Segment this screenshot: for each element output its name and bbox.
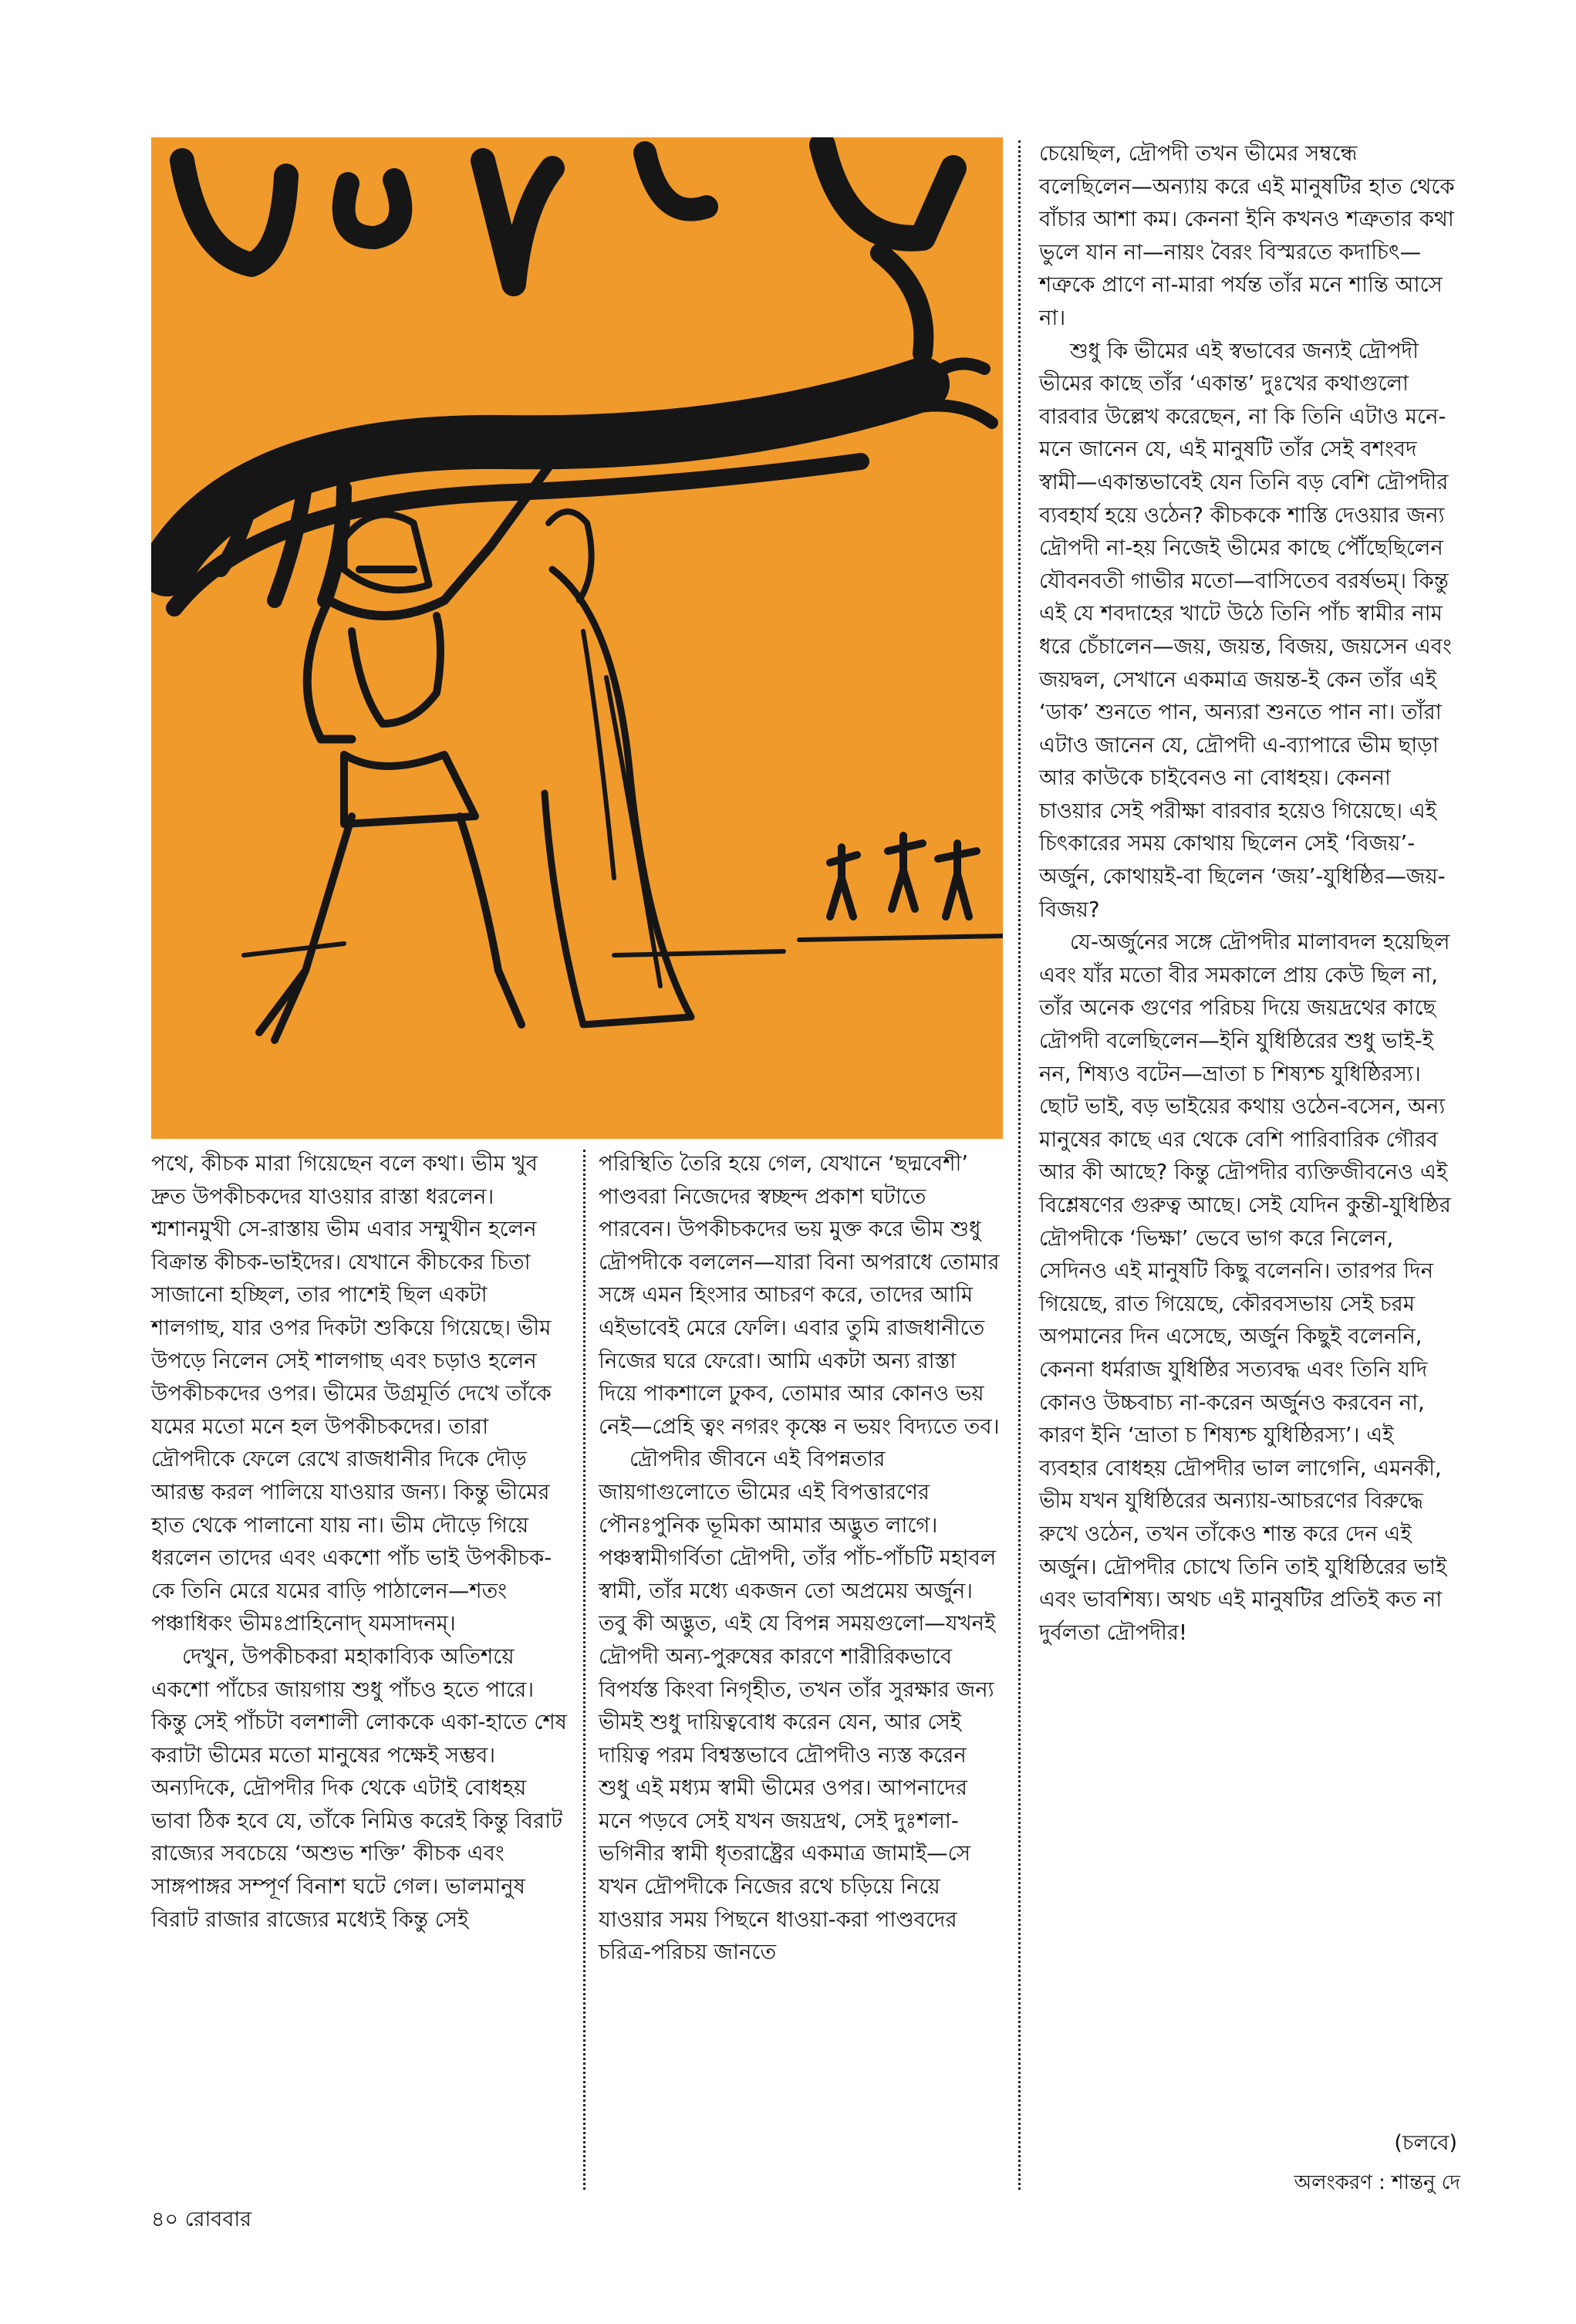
page-folio: ৪০ রোববার — [151, 2207, 252, 2231]
illustration-drawing — [151, 137, 1003, 1139]
column-right — [1039, 137, 1456, 1649]
continued-label: (চলবে) — [1394, 2131, 1457, 2155]
column-middle-paragraph: পরিস্থিতি তৈরি হয়ে গেল, যেখানে ‘ছদ্মবেশী’ পাণ্ডবরা নিজেদের স্বচ্ছন্দ প্রকাশ ঘটাতে পারবেন। উপকীচকদের ভয় মুক্ত করে ভীম শুধু দ্রৌপদীকে বললেন—যারা বিনা অপরাধে তোমার সঙ্গে এমন হিংসার আচরণ করে, তাদের আমি এইভাবেই মেরে ফেলি। এবার তুমি রাজধানীতে নিজের ঘরে ফেরো। আমি একটা অন্য রাস্তা দিয়ে পাকশালে ঢুকব, তোমার আর কোনও ভয় নেই—প্রেহি ত্বং নগরং কৃষ্ণে ন ভয়ং বিদ্যতে তব। — [599, 1151, 1000, 1439]
illustration-credit: অলংকরণ : শান্তনু দে — [1294, 2171, 1460, 2194]
column-left — [151, 1147, 568, 1936]
column-divider — [583, 1150, 586, 2190]
column-middle-paragraph: দ্রৌপদীর জীবনে এই বিপন্নতার জায়গাগুলোতে ভীমের এই বিপত্তারণের পৌনঃপুনিক ভূমিকা আমার অদ্ভুত লাগে। পঞ্চস্বামীগর্বিতা দ্রৌপদী, তাঁর পাঁচ-পাঁচটি মহাবল স্বামী, তাঁর মধ্যে একজন তো অপ্রমেয় অর্জুন। তবু কী অদ্ভুত, এই যে বিপন্ন সময়গুলো—যখনই দ্রৌপদী অন্য-পুরুষের কারণে শারীরিকভাবে বিপর্যস্ত কিংবা নিগৃহীত, তখন তাঁর সুরক্ষার জন্য ভীমই শুধু দায়িত্ববোধ করেন যেন, আর সেই দায়িত্ব পরম বিশ্বস্তভাবে দ্রৌপদীও ন্যস্ত করেন শুধু এই মধ্যম স্বামী ভীমের ওপর। আপনাদের মনে পড়বে সেই যখন জয়দ্রথ, সেই দুঃশলা-ভগিনীর স্বামী ধৃতরাষ্ট্রের একমাত্র জামাই—সে যখন দ্রৌপদীকে নিজের রথে চড়িয়ে নিয়ে যাওয়ার সময় পিছনে ধাওয়া-করা পাণ্ডবদের চরিত্র-পরিচয় জানতে — [599, 1447, 997, 1965]
column-left-paragraph: পথে, কীচক মারা গিয়েছেন বলে কথা। ভীম খুব দ্রুত উপকীচকদের যাওয়ার রাস্তা ধরলেন। শ্মশানমুখী সে-রাস্তায় ভীম এবার সম্মুখীন হলেন বিক্রান্ত কীচক-ভাইদের। যেখানে কীচকের চিতা সাজানো হচ্ছিল, তার পাশেই ছিল একটা শালগাছ, যার ওপর দিকটা শুকিয়ে গিয়েছে। ভীম উপড়ে নিলেন সেই শালগাছ এবং চড়াও হলেন উপকীচকদের ওপর। ভীমের উগ্রমূর্তি দেখে তাঁকে যমের মতো মনে হল উপকীচকদের। তারা দ্রৌপদীকে ফেলে রেখে রাজধানীর দিকে দৌড় আরম্ভ করল পালিয়ে যাওয়ার জন্য। কিন্তু ভীমের হাত থেকে পালানো যায় না। ভীম দৌড়ে গিয়ে ধরলেন তাদের এবং একশো পাঁচ ভাই উপকীচক-কে তিনি মেরে যমের বাড়ি পাঠালেন—শতং পঞ্চাধিকং ভীমঃপ্রাহিনোদ্ যমসাদনম্। — [151, 1151, 552, 1637]
column-right-paragraph: শুধু কি ভীমের এই স্বভাবের জন্যই দ্রৌপদী ভীমের কাছে তাঁর ‘একান্ত’ দুঃখের কথাগুলো বারবার উল্লেখ করেছেন, না কি তিনি এটাও মনে-মনে জানেন যে, এই মানুষটি তাঁর সেই বশংবদ স্বামী—একান্তভাবেই যেন তিনি বড় বেশি দ্রৌপদীর ব্যবহার্য হয়ে ওঠেন? কীচককে শাস্তি দেওয়ার জন্য দ্রৌপদী না-হয় নিজেই ভীমের কাছে পৌঁছেছিলেন যৌবনবতী গাভীর মতো—বাসিতেব বরর্ষভম্। কিন্তু এই যে শবদাহের খাটে উঠে তিনি পাঁচ স্বামীর নাম ধরে চেঁচালেন—জয়, জয়ন্ত, বিজয়, জয়সেন এবং জয়দ্বল, সেখানে একমাত্র জয়ন্ত-ই কেন তাঁর এই ‘ডাক’ শুনতে পান, অন্যরা শুনতে পান না। তাঁরা এটাও জানেন যে, দ্রৌপদী এ-ব্যাপারে ভীম ছাড়া আর কাউকে চাইবেনও না বোধহয়। কেননা চাওয়ার সেই পরীক্ষা বারবার হয়েও গিয়েছে। এই চিৎকারের সময় কোথায় ছিলেন সেই ‘বিজয়’-অর্জুন, কোথায়ই-বা ছিলেন ‘জয়’-যুধিষ্ঠির—জয়-বিজয়? — [1039, 338, 1452, 922]
column-right-paragraph: চেয়েছিল, দ্রৌপদী তখন ভীমের সম্বন্ধে বলেছিলেন—অন্যায় করে এই মানুষটির হাত থেকে বাঁচার আশা কম। কেননা ইনি কখনও শত্রুতার কথা ভুলে যান না—নায়ং বৈরং বিস্মরতে কদাচিৎ—শত্রুকে প্রাণে না-মারা পর্যন্ত তাঁর মনে শান্তি আসে না। — [1039, 141, 1455, 330]
column-right-paragraph: যে-অর্জুনের সঙ্গে দ্রৌপদীর মালাবদল হয়েছিল এবং যাঁর মতো বীর সমকালে প্রায় কেউ ছিল না, তাঁর অনেক গুণের পরিচয় দিয়ে জয়দ্রথের কাছে দ্রৌপদী বলেছিলেন—ইনি যুধিষ্ঠিরের শুধু ভাই-ই নন, শিষ্যও বটেন—ভ্রাতা চ শিষ্যশ্চ যুধিষ্ঠিরস্য। ছোট ভাই, বড় ভাইয়ের কথায় ওঠেন-বসেন, অন্য মানুষের কাছে এর থেকে বেশি পারিবারিক গৌরব আর কী আছে? কিন্তু দ্রৌপদীর ব্যক্তিজীবনেও এই বিশ্লেষণের গুরুত্ব আছে। সেই যেদিন কুন্তী-যুধিষ্ঠির দ্রৌপদীকে ‘ভিক্ষা’ ভেবে ভাগ করে নিলেন, সেদিনও এই মানুষটি কিছু বলেননি। তারপর দিন গিয়েছে, রাত গিয়েছে, কৌরবসভায় সেই চরম অপমানের দিন এসেছে, অর্জুন কিছুই বলেননি, কেননা ধর্মরাজ যুধিষ্ঠির সত্যবদ্ধ এবং তিনি যদি কোনও উচ্চবাচ্য না-করেন অর্জুনও করবেন না, কারণ ইনি ‘ভ্রাতা চ শিষ্যশ্চ যুধিষ্ঠিরস্য’। এই ব্যবহার বোধহয় দ্রৌপদীর ভাল লাগেনি, এমনকী, ভীম যখন যুধিষ্ঠিরের অন্যায়-আচরণের বিরুদ্ধে রুখে ওঠেন, তখন তাঁকেও শান্ত করে দেন এই অর্জুন। দ্রৌপদীর চোখে তিনি তাই যুধিষ্ঠিরের ভাই এবং ভাবশিষ্য। অথচ এই মানুষটির প্রতিই কত না দুর্বলতা দ্রৌপদীর! — [1039, 930, 1451, 1645]
column-left-paragraph: দেখুন, উপকীচকরা মহাকাব্যিক অতিশয়ে একশো পাঁচের জায়গায় শুধু পাঁচও হতে পারে। কিন্তু সেই পাঁচটা বলশালী লোককে একা-হাতে শেষ করাটা ভীমের মতো মানুষের পক্ষেই সম্ভব। অন্যদিকে, দ্রৌপদীর দিক থেকে এটাই বোধহয় ভাবা ঠিক হবে যে, তাঁকে নিমিত্ত করেই কিন্তু বিরাট রাজ্যের সবচেয়ে ‘অশুভ শক্তি’ কীচক এবং সাঙ্গপাঙ্গর সম্পূর্ণ বিনাশ ঘটে গেল। ভালমানুষ বিরাট রাজার রাজ্যের মধ্যেই কিন্তু সেই — [151, 1643, 567, 1932]
illustration — [151, 137, 1003, 1139]
column-divider — [1018, 140, 1021, 2190]
column-middle — [599, 1147, 1000, 1969]
